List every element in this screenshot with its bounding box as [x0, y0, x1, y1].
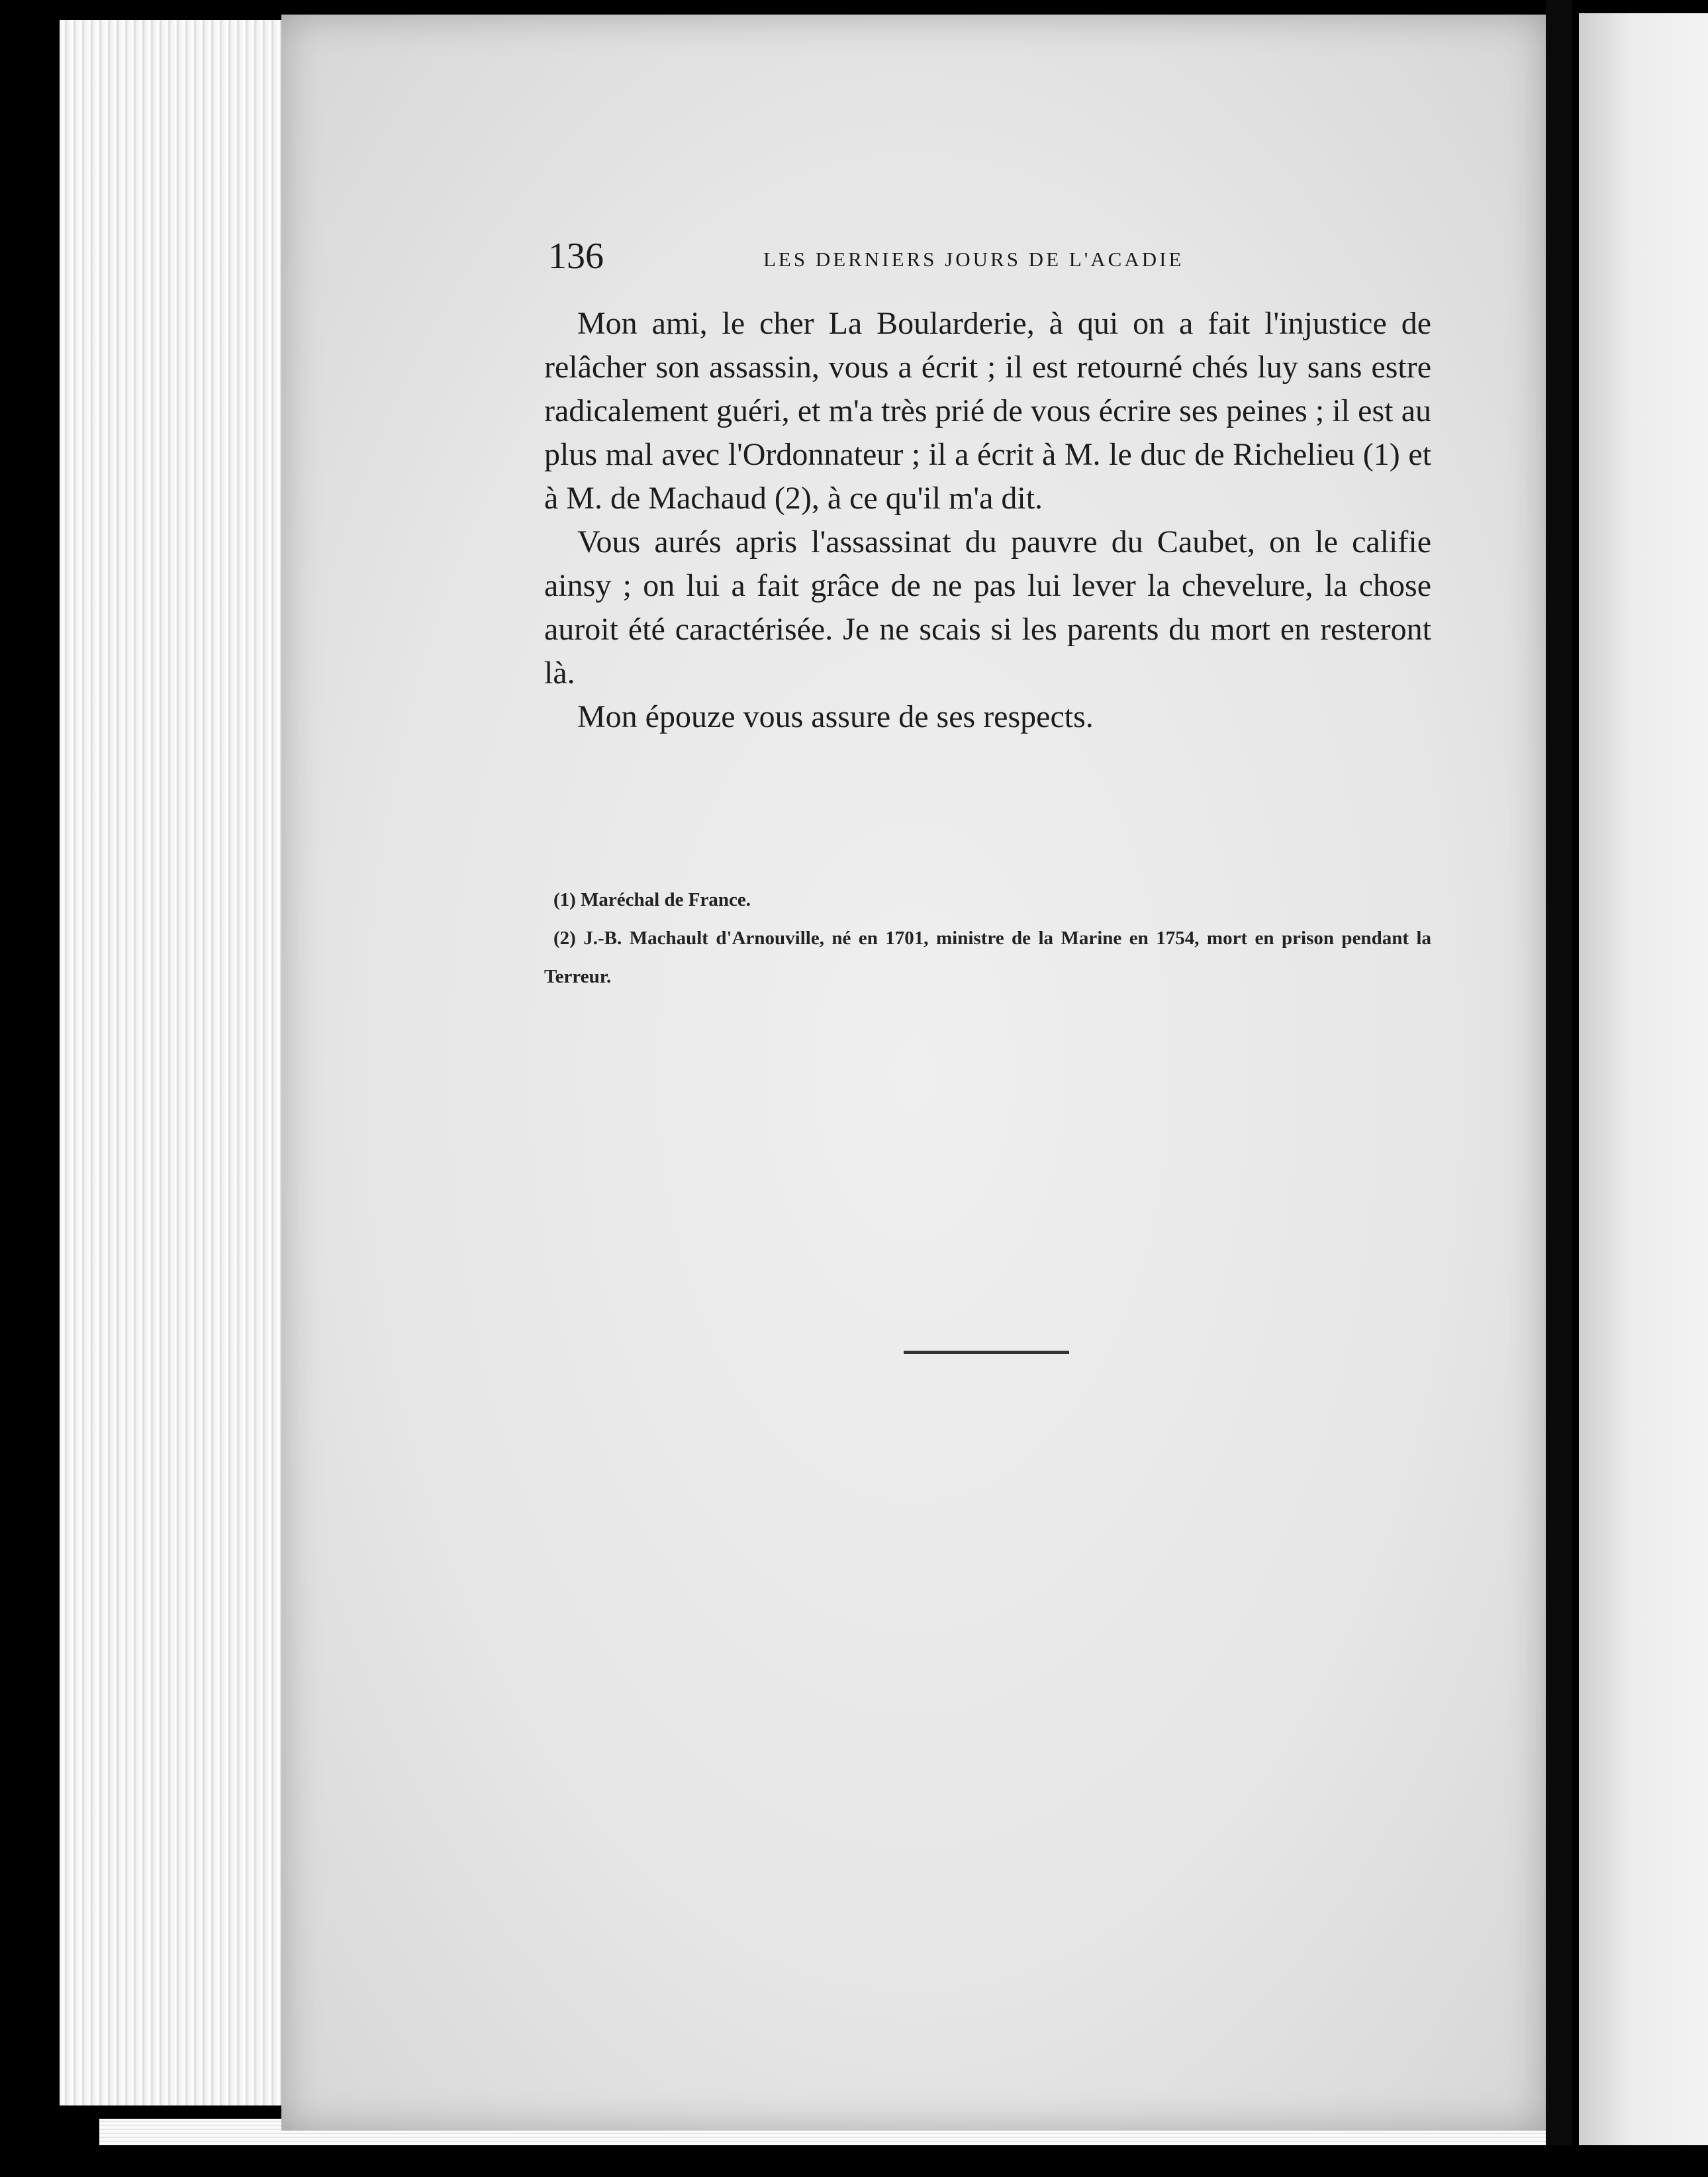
- running-head: LES DERNIERS JOURS DE L'ACADIE: [763, 248, 1184, 271]
- body-text: [544, 302, 1431, 739]
- footnote: (2) J.-B. Machault d'Arnouville, né en 1701, ministre de la Marine en 1754, mort en prison pendant la Terreur.: [544, 928, 1431, 987]
- footnote: (1) Maréchal de France.: [553, 889, 751, 910]
- page-header: [548, 233, 1217, 279]
- paragraph: Vous aurés apris l'assassinat du pauvre du Caubet, on le califie ainsy ; on lui a fait grâce de ne pas lui lever la chevelure, la chose auroit été caractérisée. Je ne scais si les parents du mort en resteront là.: [544, 524, 1431, 691]
- next-page-sliver: [1579, 13, 1708, 2145]
- end-rule: [904, 1351, 1069, 1354]
- book-binding: [1546, 0, 1572, 2145]
- footnotes: [544, 881, 1431, 996]
- paragraph: Mon épouze vous assure de ses respects.: [577, 699, 1094, 734]
- book-page-edges: [60, 20, 285, 2105]
- paragraph: Mon ami, le cher La Boularderie, à qui on a fait l'injustice de relâcher son assassin, vous a écrit ; il est retourné chés luy sans estre radicalement guéri, et m'a très prié de vous écrire ses peines ; il est au plus mal avec l'Ordonnateur ; il a écrit à M. le duc de Richelieu (1) et à M. de Machaud (2), à ce qu'il m'a dit.: [544, 306, 1431, 516]
- page-number: 136: [548, 236, 604, 277]
